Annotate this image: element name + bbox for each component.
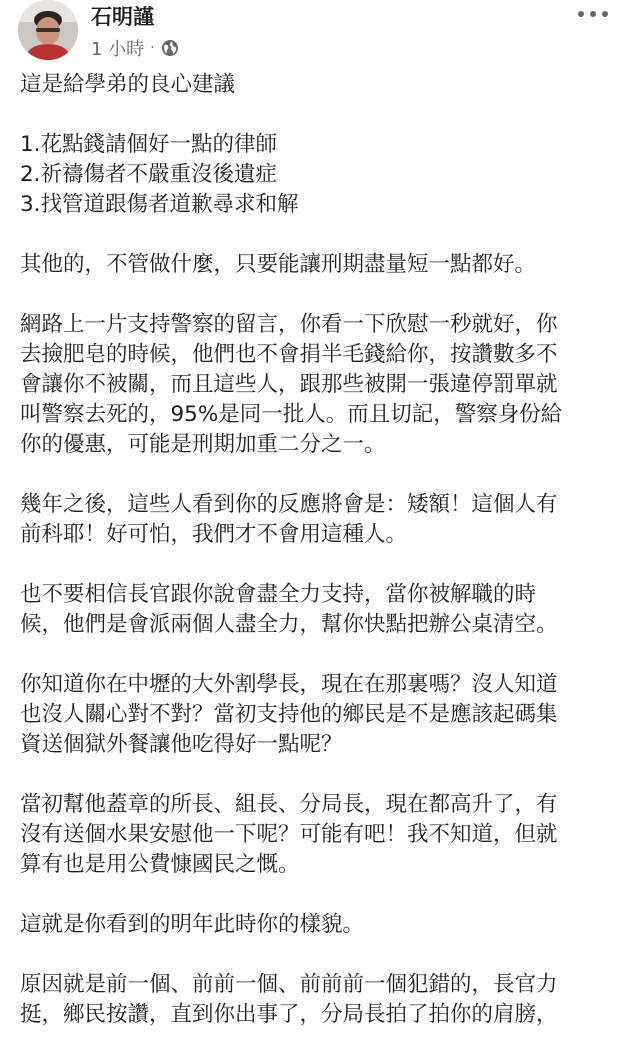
paragraph-5 bbox=[20, 670, 620, 760]
more-horizontal-icon-dot-1 bbox=[578, 11, 584, 17]
paragraph-line: 前科耶！好可怕，我們才不會用這種人。 bbox=[20, 522, 408, 547]
intro-paragraph bbox=[20, 70, 620, 100]
more-horizontal-icon-dot-2 bbox=[590, 11, 596, 17]
paragraph-line: 網路上一片支持警察的留言，你看一下欣慰一秒就好，你 bbox=[20, 312, 558, 337]
author-avatar[interactable] bbox=[18, 0, 78, 60]
post-body bbox=[20, 70, 620, 1060]
advice-item: 3.找管道跟傷者道歉尋求和解 bbox=[20, 192, 299, 217]
paragraph-2 bbox=[20, 310, 620, 460]
globe-icon[interactable] bbox=[161, 39, 179, 57]
more-horizontal-icon-dot-3 bbox=[602, 11, 608, 17]
paragraph-line: 幾年之後，這些人看到你的反應將會是：矮額！這個人有 bbox=[20, 492, 558, 517]
paragraph-line: 也不要相信長官跟你說會盡全力支持，當你被解職的時 bbox=[20, 582, 537, 607]
post-time[interactable]: 1 小時 bbox=[91, 39, 145, 60]
paragraph-line: 也沒人關心對不對？當初支持他的鄉民是不是應該起碼集 bbox=[20, 702, 558, 727]
paragraph-1 bbox=[20, 250, 620, 280]
paragraph-6 bbox=[20, 790, 620, 880]
paragraph-line: 算有也是用公費慷國民之慨。 bbox=[20, 852, 300, 877]
author-name[interactable]: 石明謹 bbox=[91, 5, 154, 29]
advice-item: 1.花點錢請個好一點的律師 bbox=[20, 132, 278, 157]
paragraph-line: 原因就是前一個、前前一個、前前前一個犯錯的，長官力 bbox=[20, 972, 558, 997]
paragraph-line: 會讓你不被關，而且這些人，跟那些被開一張違停罰單就 bbox=[20, 372, 558, 397]
paragraph-line: 沒有送個水果安慰他一下呢？可能有吧！我不知道，但就 bbox=[20, 822, 558, 847]
advice-item: 2.祈禱傷者不嚴重沒後遺症 bbox=[20, 162, 278, 187]
post-meta bbox=[91, 35, 179, 61]
paragraph-line: 資送個獄外餐讓他吃得好一點呢？ bbox=[20, 732, 343, 757]
paragraph-line: 其他的，不管做什麼，只要能讓刑期盡量短一點都好。 bbox=[20, 252, 537, 277]
paragraph-7 bbox=[20, 910, 620, 940]
paragraph-line: 候，他們是會派兩個人盡全力，幫你快點把辦公桌清空。 bbox=[20, 612, 558, 637]
paragraph-line: 你的優惠，可能是刑期加重二分之一。 bbox=[20, 432, 386, 457]
meta-separator: · bbox=[150, 40, 155, 56]
paragraph-line: 你知道你在中壢的大外割學長，現在在那裏嗎？沒人知道 bbox=[20, 672, 558, 697]
more-options-button[interactable] bbox=[578, 4, 608, 24]
advice-list bbox=[20, 130, 620, 220]
paragraph-8 bbox=[20, 970, 620, 1030]
paragraph-line: 這是給學弟的良心建議 bbox=[20, 72, 236, 97]
post-header bbox=[0, 0, 628, 70]
paragraph-line: 這就是你看到的明年此時你的樣貌。 bbox=[20, 912, 365, 937]
paragraph-line: 當初幫他蓋章的所長、組長、分局長，現在都高升了，有 bbox=[20, 792, 558, 817]
paragraph-3 bbox=[20, 490, 620, 550]
paragraph-line: 叫警察去死的，95%是同一批人。而且切記，警察身份給 bbox=[20, 402, 563, 427]
paragraph-line: 去撿肥皂的時候，他們也不會捐半毛錢給你，按讚數多不 bbox=[20, 342, 558, 367]
paragraph-line: 挺，鄉民按讚，直到你出事了，分局長拍了拍你的肩膀， bbox=[20, 1002, 558, 1027]
avatar-photo bbox=[18, 0, 78, 60]
paragraph-4 bbox=[20, 580, 620, 640]
